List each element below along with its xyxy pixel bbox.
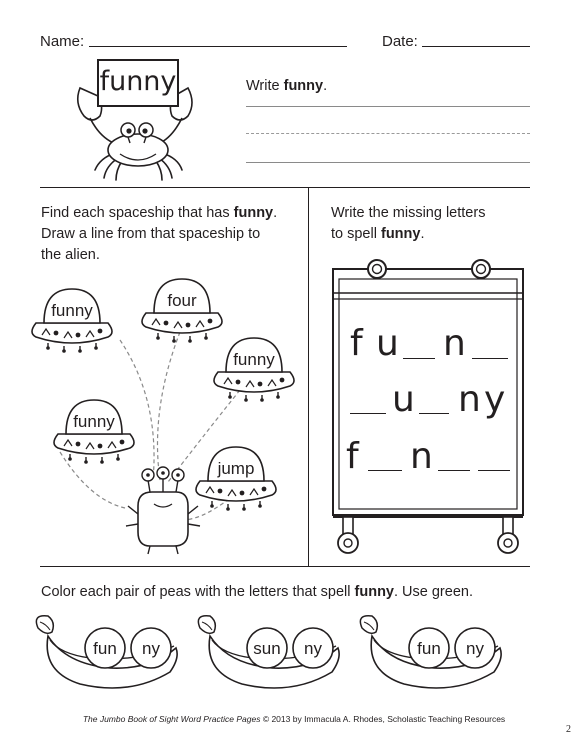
pod2-pea2-label[interactable]: ny	[304, 639, 322, 658]
name-line[interactable]	[89, 46, 347, 47]
row2-blank-1[interactable]	[350, 413, 386, 414]
spaceship-3-label: funny	[233, 350, 275, 369]
write-guide-mid[interactable]	[246, 133, 530, 134]
peas-instruction-prefix: Color each pair of peas with the letters that spell	[41, 584, 355, 600]
spaceship-instruction-line3: the alien.	[41, 247, 100, 263]
pod1-pea1-label[interactable]: fun	[93, 639, 117, 658]
peas-instruction-word: funny	[354, 584, 394, 600]
spaceship-instruction-word: funny	[233, 205, 274, 221]
peas-instruction-suffix: . Use green.	[394, 584, 473, 600]
row3-blank-4[interactable]	[438, 470, 470, 471]
pod1-pea2-label[interactable]: ny	[142, 639, 160, 658]
alien[interactable]	[126, 467, 200, 554]
row3-letter-3: n	[410, 436, 433, 477]
spaceship-1-label: funny	[51, 301, 93, 320]
missing-letters-word: funny	[380, 226, 421, 242]
row1-letter-1: f	[350, 323, 363, 364]
spaceship-instruction-line2: Draw a line from that spaceship to	[41, 226, 261, 242]
name-label: Name:	[40, 33, 85, 50]
spaceship-5-label: jump	[217, 459, 255, 478]
missing-letters-prefix: to spell	[331, 226, 381, 242]
spaceship-4-label: funny	[73, 412, 115, 431]
footer-credit-text: © 2013 by Immacula A. Rhodes, Scholastic Teaching Resources	[260, 714, 506, 724]
row3-blank-5[interactable]	[478, 470, 510, 471]
pea-pods	[30, 612, 560, 707]
pod2-pea1-label[interactable]: sun	[253, 639, 281, 658]
spaceship-3[interactable]	[214, 338, 294, 402]
spaceship-instruction-prefix: Find each spaceship that has	[41, 205, 234, 221]
write-instruction	[246, 76, 327, 97]
word-card-text: funny	[99, 66, 177, 97]
row1-blank-5[interactable]	[472, 358, 508, 359]
pod3-pea2-label[interactable]: ny	[466, 639, 484, 658]
spaceship-2-label: four	[167, 291, 197, 310]
spaceship-2[interactable]	[142, 279, 222, 343]
spaceship-1[interactable]	[32, 289, 112, 353]
row3-blank-2[interactable]	[368, 470, 402, 471]
spaceship-instruction-suffix: .	[273, 205, 278, 221]
page-number: 2	[566, 724, 571, 735]
footer-credit	[0, 714, 588, 724]
missing-letters-line2	[331, 224, 531, 245]
date-line[interactable]	[422, 46, 530, 47]
missing-letters-instruction	[331, 203, 531, 245]
write-guide-top[interactable]	[246, 106, 530, 107]
row2-letter-2: u	[392, 379, 415, 420]
row1-blank-3[interactable]	[403, 358, 435, 359]
spaceship-5[interactable]	[196, 447, 276, 511]
row2-letter-4: n	[458, 379, 481, 420]
spaceship-instruction-line1	[41, 203, 306, 224]
row2-blank-3[interactable]	[419, 413, 449, 414]
date-label: Date:	[382, 33, 418, 50]
pod3-pea1-label[interactable]: fun	[417, 639, 441, 658]
spaceship-scene	[30, 270, 305, 565]
row2-letter-5: y	[484, 379, 506, 420]
row1-letter-4: n	[443, 323, 466, 364]
peas-instruction	[41, 582, 541, 603]
row1-letter-2: u	[376, 323, 399, 364]
footer-book-title: The Jumbo Book of Sight Word Practice Pages	[82, 714, 261, 724]
write-instruction-suffix: .	[323, 78, 328, 94]
write-guide-bottom[interactable]	[246, 162, 530, 163]
row3-letter-1: f	[346, 436, 359, 477]
missing-letters-suffix: .	[420, 226, 425, 242]
spaceship-4[interactable]	[54, 400, 134, 464]
divider-top	[40, 187, 530, 188]
write-instruction-word: funny	[283, 78, 324, 94]
missing-letters-line1: Write the missing letters	[331, 205, 486, 221]
divider-vertical	[308, 187, 309, 566]
write-instruction-prefix: Write	[246, 78, 284, 94]
spaceship-instruction	[41, 203, 306, 266]
divider-bottom	[40, 566, 530, 567]
